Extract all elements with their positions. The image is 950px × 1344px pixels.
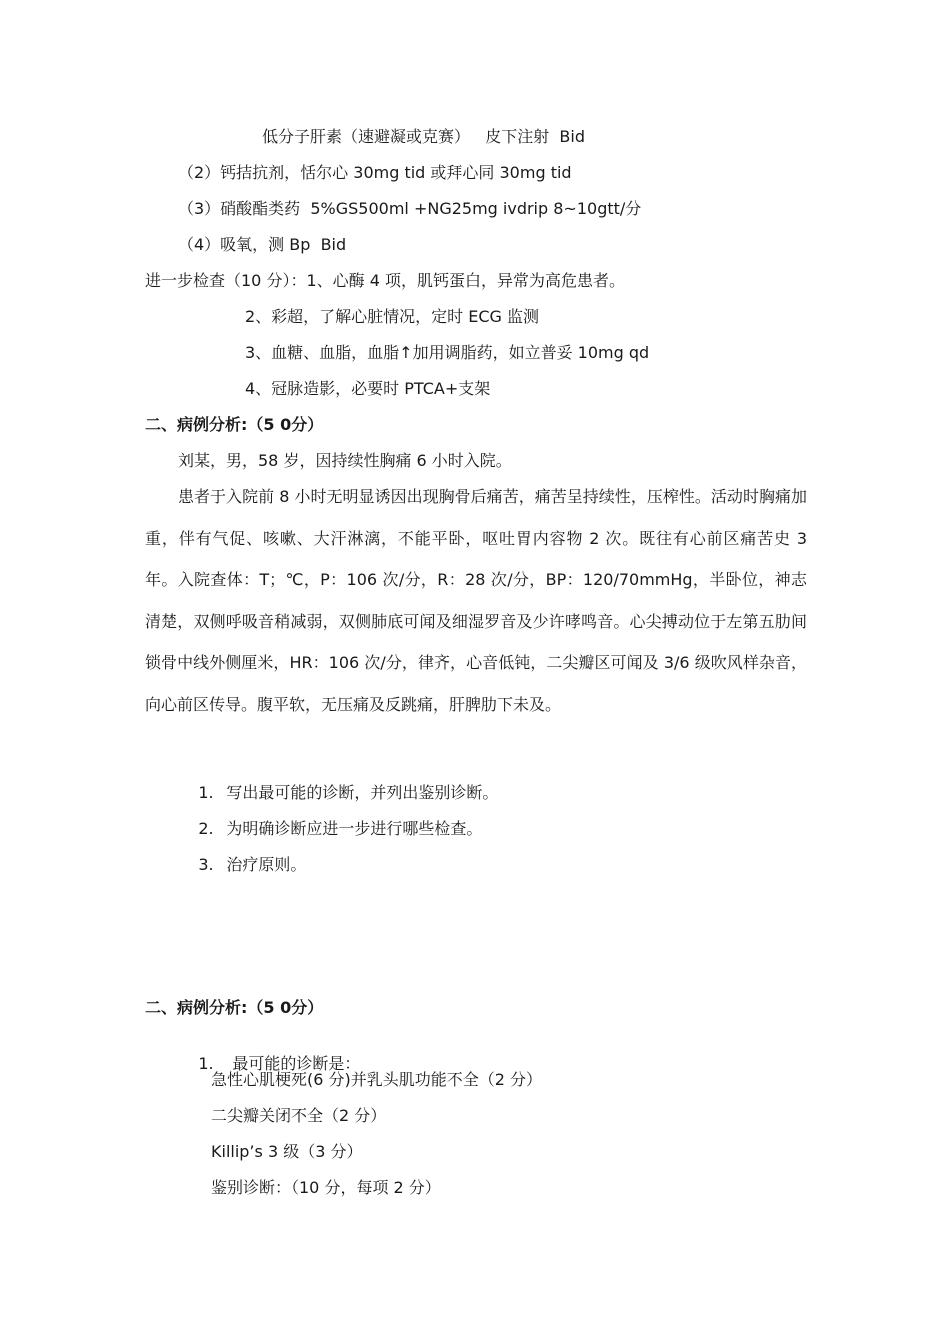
treatment-item-2: （2）钙拮抗剂，恬尔心 30mg tid 或拜心同 30mg tid [178, 163, 572, 182]
question-3 [178, 835, 306, 895]
question-2-number: 2. [198, 819, 214, 838]
answer-heading: 二、病例分析:（5 0分） [145, 998, 324, 1017]
case-intro: 刘某，男，58 岁，因持续性胸痛 6 小时入院。 [178, 451, 512, 470]
answer-item-1-label: 最可能的诊断是： [232, 1054, 361, 1073]
treatment-lmwh-line: 低分子肝素（速避凝或克赛） 皮下注射 Bid [262, 127, 586, 146]
case-history-paragraph: 患者于入院前 8 小时无明显诱因出现胸骨后痛苦，痛苦呈持续性，压榨性。活动时胸痛加重，伴有气促、咳嗽、大汗淋漓，不能平卧，呕吐胃内容物 2 次。既往有心前区痛苦史 3 年。入院查体：T；℃，P：106 次/分，R：28 次/分，BP：120/70mmHg，半卧位，神志清楚，双侧呼吸音稍减弱，双侧肺底可闻及细湿罗音及少许哮鸣音。心尖搏动位于左第五肋间锁骨中线外侧厘米，HR：106 次/分，律齐，心音低钝，二尖瓣区可闻及 3/6 级吹风样杂音，向心前区传导。腹平软，无压痛及反跳痛，肝脾肋下未及。 [145, 487, 807, 714]
question-2-text: 为明确诊断应进一步进行哪些检查。 [226, 819, 483, 838]
question-1-number: 1. [198, 783, 214, 802]
treatment-item-4: （4）吸氧，测 Bp Bid [178, 235, 347, 254]
diagnosis-3: Killip’s 3 级（3 分） [211, 1142, 363, 1161]
question-3-text: 治疗原则。 [226, 855, 307, 874]
case-heading: 二、病例分析:（5 0分） [145, 415, 324, 434]
treatment-item-3: （3）硝酸酯类药 5%GS500ml +NG25mg ivdrip 8~10gtt/分 [178, 199, 642, 218]
answer-item-1-number: 1. [198, 1054, 214, 1073]
further-exam-line-4: 4、冠脉造影，必要时 PTCA+支架 [245, 379, 491, 398]
differential-diagnosis: 鉴别诊断：（10 分，每项 2 分） [211, 1178, 441, 1197]
further-exam-line-1: 进一步检查（10 分）：1、心酶 4 项，肌钙蛋白，异常为高危患者。 [145, 271, 625, 290]
further-exam-line-3: 3、血糖、血脂，血脂↑加用调脂药，如立普妥 10mg qd [245, 343, 650, 362]
further-exam-line-2: 2、彩超，了解心脏情况，定时 ECG 监测 [245, 307, 540, 326]
question-3-number: 3. [198, 855, 214, 874]
question-1-text: 写出最可能的诊断，并列出鉴别诊断。 [226, 783, 499, 802]
diagnosis-1: 急性心肌梗死(6 分)并乳头肌功能不全（2 分） [211, 1070, 543, 1089]
diagnosis-2: 二尖瓣关闭不全（2 分） [211, 1106, 387, 1125]
